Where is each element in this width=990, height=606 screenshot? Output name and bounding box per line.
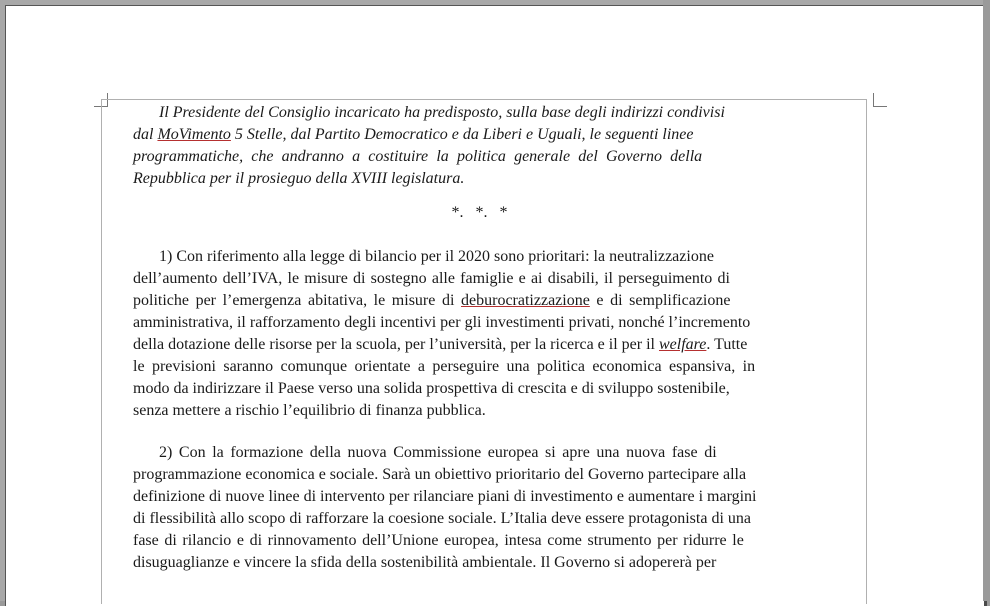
- text-run: dell’aumento dell’IVA, le misure di sostegno alle famiglie e ai disabili, il perseguimento di: [133, 270, 730, 287]
- text-run: amministrativa, il rafforzamento degli incentivi per gli investimenti privati, nonché l’incremento: [133, 314, 751, 331]
- spellcheck-underlined-word[interactable]: welfare: [658, 336, 707, 353]
- window-edge: [983, 0, 990, 601]
- text-line: [133, 400, 866, 422]
- crop-mark: [873, 106, 887, 107]
- text-line: [133, 312, 866, 334]
- text-line: [133, 102, 866, 124]
- text-run: Repubblica per il prosieguo della XVIII legislatura.: [133, 170, 465, 187]
- spacer: [133, 224, 866, 246]
- text-line: [133, 464, 866, 486]
- text-run: disuguaglianze e vincere la sfida della sostenibilità ambientale. Il Governo si adopererà per: [133, 554, 717, 571]
- text-line: [133, 268, 866, 290]
- text-line: [133, 508, 866, 530]
- text-run: le previsioni saranno comunque orientate a perseguire una politica economica espansiva, in: [133, 358, 756, 375]
- spellcheck-underlined-word[interactable]: deburocratizzazione: [461, 292, 590, 309]
- text-run: modo da indirizzare il Paese verso una solida prospettiva di crescita e di sviluppo sostenibile,: [133, 380, 730, 397]
- spacer: [133, 422, 866, 442]
- text-line: [133, 168, 866, 190]
- text-run: senza mettere a rischio l’equilibrio di finanza pubblica.: [133, 402, 486, 419]
- text-line: [133, 124, 866, 146]
- text-line: [133, 552, 866, 574]
- text-line: [133, 356, 866, 378]
- text-run: definizione di nuove linee di intervento per rilanciare piani di investimento e aumentare i margini: [133, 488, 757, 505]
- text-run: politiche per l’emergenza abitativa, le misure di: [133, 292, 462, 309]
- text-line: [133, 378, 866, 400]
- text-run: Il Presidente del Consiglio incaricato ha predisposto, sulla base degli indirizzi condivisi: [159, 104, 725, 121]
- text-run: e di semplificazione: [589, 292, 731, 309]
- text-line: [133, 334, 866, 356]
- text-run: di flessibilità allo scopo di rafforzare la coesione sociale. L’Italia deve essere protagonista di una: [133, 510, 751, 527]
- text-run: programmazione economica e sociale. Sarà un obiettivo prioritario del Governo partecipare alla: [133, 466, 747, 483]
- text-run: fase di rilancio e di rinnovamento dell’Unione europea, intesa come strumento per ridurre le: [133, 532, 744, 549]
- text-line: [133, 442, 866, 464]
- text-run: programmatiche, che andranno a costituire la politica generale del Governo della: [133, 148, 703, 165]
- text-line: [133, 146, 866, 168]
- text-area: [101, 99, 867, 604]
- text-run: 2) Con la formazione della nuova Commissione europea si apre una nuova fase di: [159, 444, 717, 461]
- paragraph-1: [133, 246, 866, 422]
- spellcheck-underlined-word[interactable]: MoVimento: [157, 126, 231, 143]
- text-run: dal: [133, 126, 158, 143]
- text-run: della dotazione delle risorse per la scuola, per l’università, per la ricerca e il per il: [133, 336, 659, 353]
- text-run: 5 Stelle, dal Partito Democratico e da Liberi e Uguali, le seguenti linee: [230, 126, 694, 143]
- crop-mark: [873, 93, 874, 107]
- intro-paragraph: [133, 102, 866, 190]
- text-run: 1) Con riferimento alla legge di bilancio per il 2020 sono prioritari: la neutralizzazione: [159, 248, 714, 265]
- text-run: . Tutte: [706, 336, 748, 353]
- text-line: [133, 530, 866, 552]
- text-line: [133, 290, 866, 312]
- text-line: [133, 246, 866, 268]
- paragraph-2: [133, 442, 866, 574]
- section-separator: *. *. *: [451, 204, 508, 221]
- text-line: [133, 486, 866, 508]
